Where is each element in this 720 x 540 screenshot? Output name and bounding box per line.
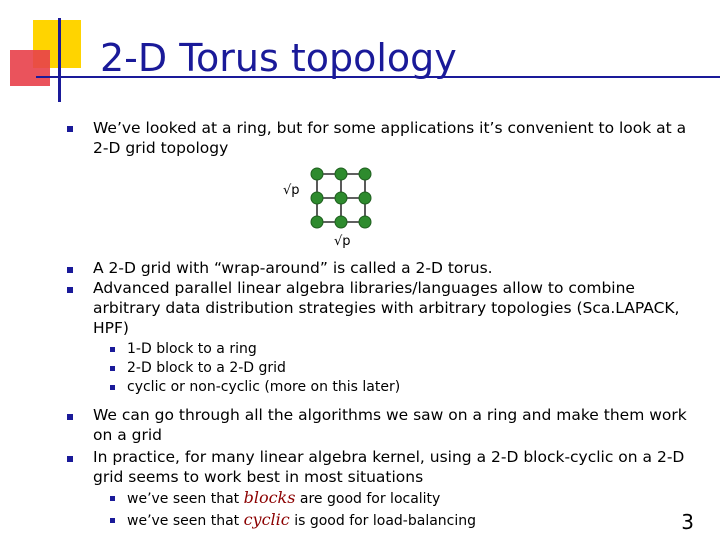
torus-grid-diagram — [305, 162, 385, 234]
bullet-marker — [67, 456, 73, 462]
sub-bullet-marker — [110, 385, 115, 390]
sub-bullet-suffix: is good for load-balancing — [289, 513, 477, 529]
bullet-marker — [67, 287, 73, 293]
sub-bullet-text — [127, 489, 440, 508]
grid-node — [335, 168, 347, 180]
grid-node — [359, 168, 371, 180]
bullet-marker — [67, 267, 73, 273]
vertical-line — [58, 18, 61, 102]
grid-node — [311, 192, 323, 204]
grid-node — [359, 216, 371, 228]
bullet-1-text: We’ve looked at a ring, but for some applications it’s convenient to look at a 2-D grid topology — [93, 119, 687, 157]
sub-bullet-prefix: we’ve seen that — [127, 513, 244, 529]
sub-bullet-marker — [110, 366, 115, 371]
grid-node — [335, 192, 347, 204]
sub-bullet-text: 1-D block to a ring — [127, 341, 257, 357]
grid-node — [311, 216, 323, 228]
bullet-2-text: A 2-D grid with “wrap-around” is called a 2-D torus. — [93, 259, 493, 277]
slide-title: 2-D Torus topology — [100, 36, 457, 80]
red-square — [10, 50, 50, 86]
corner-decoration — [0, 0, 110, 110]
grid-node — [311, 168, 323, 180]
sub-bullet-text: 2-D block to a 2-D grid — [127, 360, 286, 376]
bullet-marker — [67, 126, 73, 132]
sub-bullet-text — [127, 511, 476, 530]
grid-left-label: √p — [283, 183, 300, 198]
sub-bullet-marker — [110, 496, 115, 501]
highlight-word: cyclic — [243, 510, 290, 529]
grid-bottom-label: √p — [334, 234, 351, 249]
grid-node — [335, 216, 347, 228]
sub-bullet-marker — [110, 518, 115, 523]
sub-bullet-suffix: are good for locality — [295, 491, 441, 507]
bullet-marker — [67, 414, 73, 420]
bullet-4-text: We can go through all the algorithms we saw on a ring and make them work on a grid — [93, 406, 687, 444]
sub-bullet-prefix: we’ve seen that — [127, 491, 244, 507]
bullet-5-text: In practice, for many linear algebra kernel, using a 2-D block-cyclic on a 2-D grid seems to work best in most situations — [93, 448, 685, 486]
sub-bullet-text: cyclic or non-cyclic (more on this later) — [127, 379, 401, 395]
page-number: 3 — [681, 510, 694, 534]
grid-node — [359, 192, 371, 204]
highlight-word: blocks — [243, 488, 296, 507]
sub-bullet-marker — [110, 347, 115, 352]
bullet-3-text: Advanced parallel linear algebra libraries/languages allow to combine arbitrary data distribution strategies with arbitrary topologies (Sca.LAPACK, HPF) — [93, 279, 680, 337]
